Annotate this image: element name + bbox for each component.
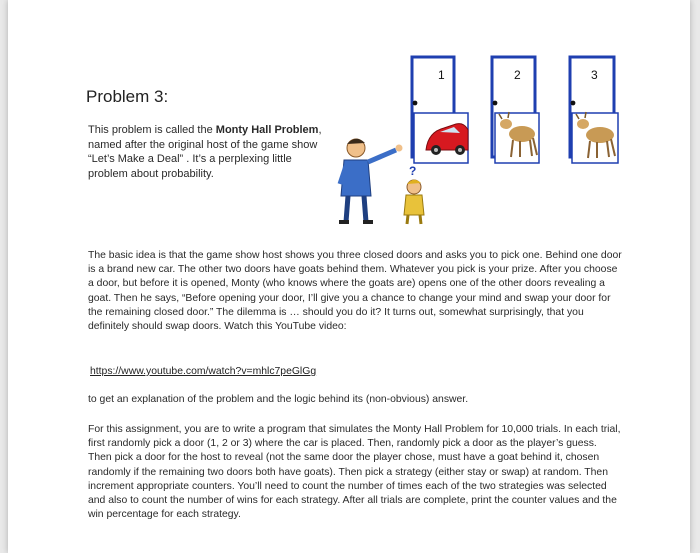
youtube-link[interactable]: https://www.youtube.com/watch?v=mhlc7peGlGg: [90, 366, 317, 377]
goat-icon: [572, 112, 618, 163]
goat-icon: [495, 112, 539, 163]
problem-title: Problem 3:: [86, 87, 169, 106]
contestant-question-mark: ?: [409, 164, 417, 178]
intro-bold-name: Monty Hall Problem: [215, 124, 319, 136]
document-page: [8, 0, 690, 553]
door-number-3: 3: [591, 68, 598, 82]
intro-text-1: This problem is called the: [88, 124, 216, 136]
intro-text-2: , named after the original host of the game show “Let’s Make a Deal” . It’s a perplexing little problem about probability.: [88, 124, 322, 180]
door-number-2: 2: [514, 68, 521, 82]
link-followup-paragraph: to get an explanation of the problem and the logic behind its (non-obvious) answer.: [88, 394, 469, 405]
door-number-1: 1: [438, 68, 445, 82]
explanation-paragraph: The basic idea is that the game show host shows you three closed doors and asks you to pick one. Behind one door is a brand new car. The other two doors have goats behind them. Whatever you pick is your prize. After you choose a door, but before it is opened, Monty (who knows where the goats are) opens one of the other doors revealing a goat. Then he says, “Before opening your door, I’ll give you a chance to change your mind and swap your door for the remaining closed door.” The dilemma is … should you do it? It turns out, somewhat surprisingly, that you definitely should swap doors. Watch this YouTube video:: [88, 250, 622, 333]
contestant-figure: [404, 164, 424, 224]
assignment-paragraph: For this assignment, you are to write a program that simulates the Monty Hall Problem for 10,000 trials. In each trial, first randomly pick a door (1, 2 or 3) where the car is placed. Then, randomly pick a door as the player’s guess. Then pick a door for the host to reveal (not the same door the player chose, must have a goat behind it, chosen randomly if the remaining two doors both have goats). Then pick a strategy (either stay or swap) at random. Then increment appropriate counters. You’ll need to count the number of times each of the two strategies was selected and also to count the number of wins for each strategy. After all trials are complete, print the counter values and the win percentage for each strategy.: [88, 424, 621, 521]
host-figure: [339, 139, 403, 224]
